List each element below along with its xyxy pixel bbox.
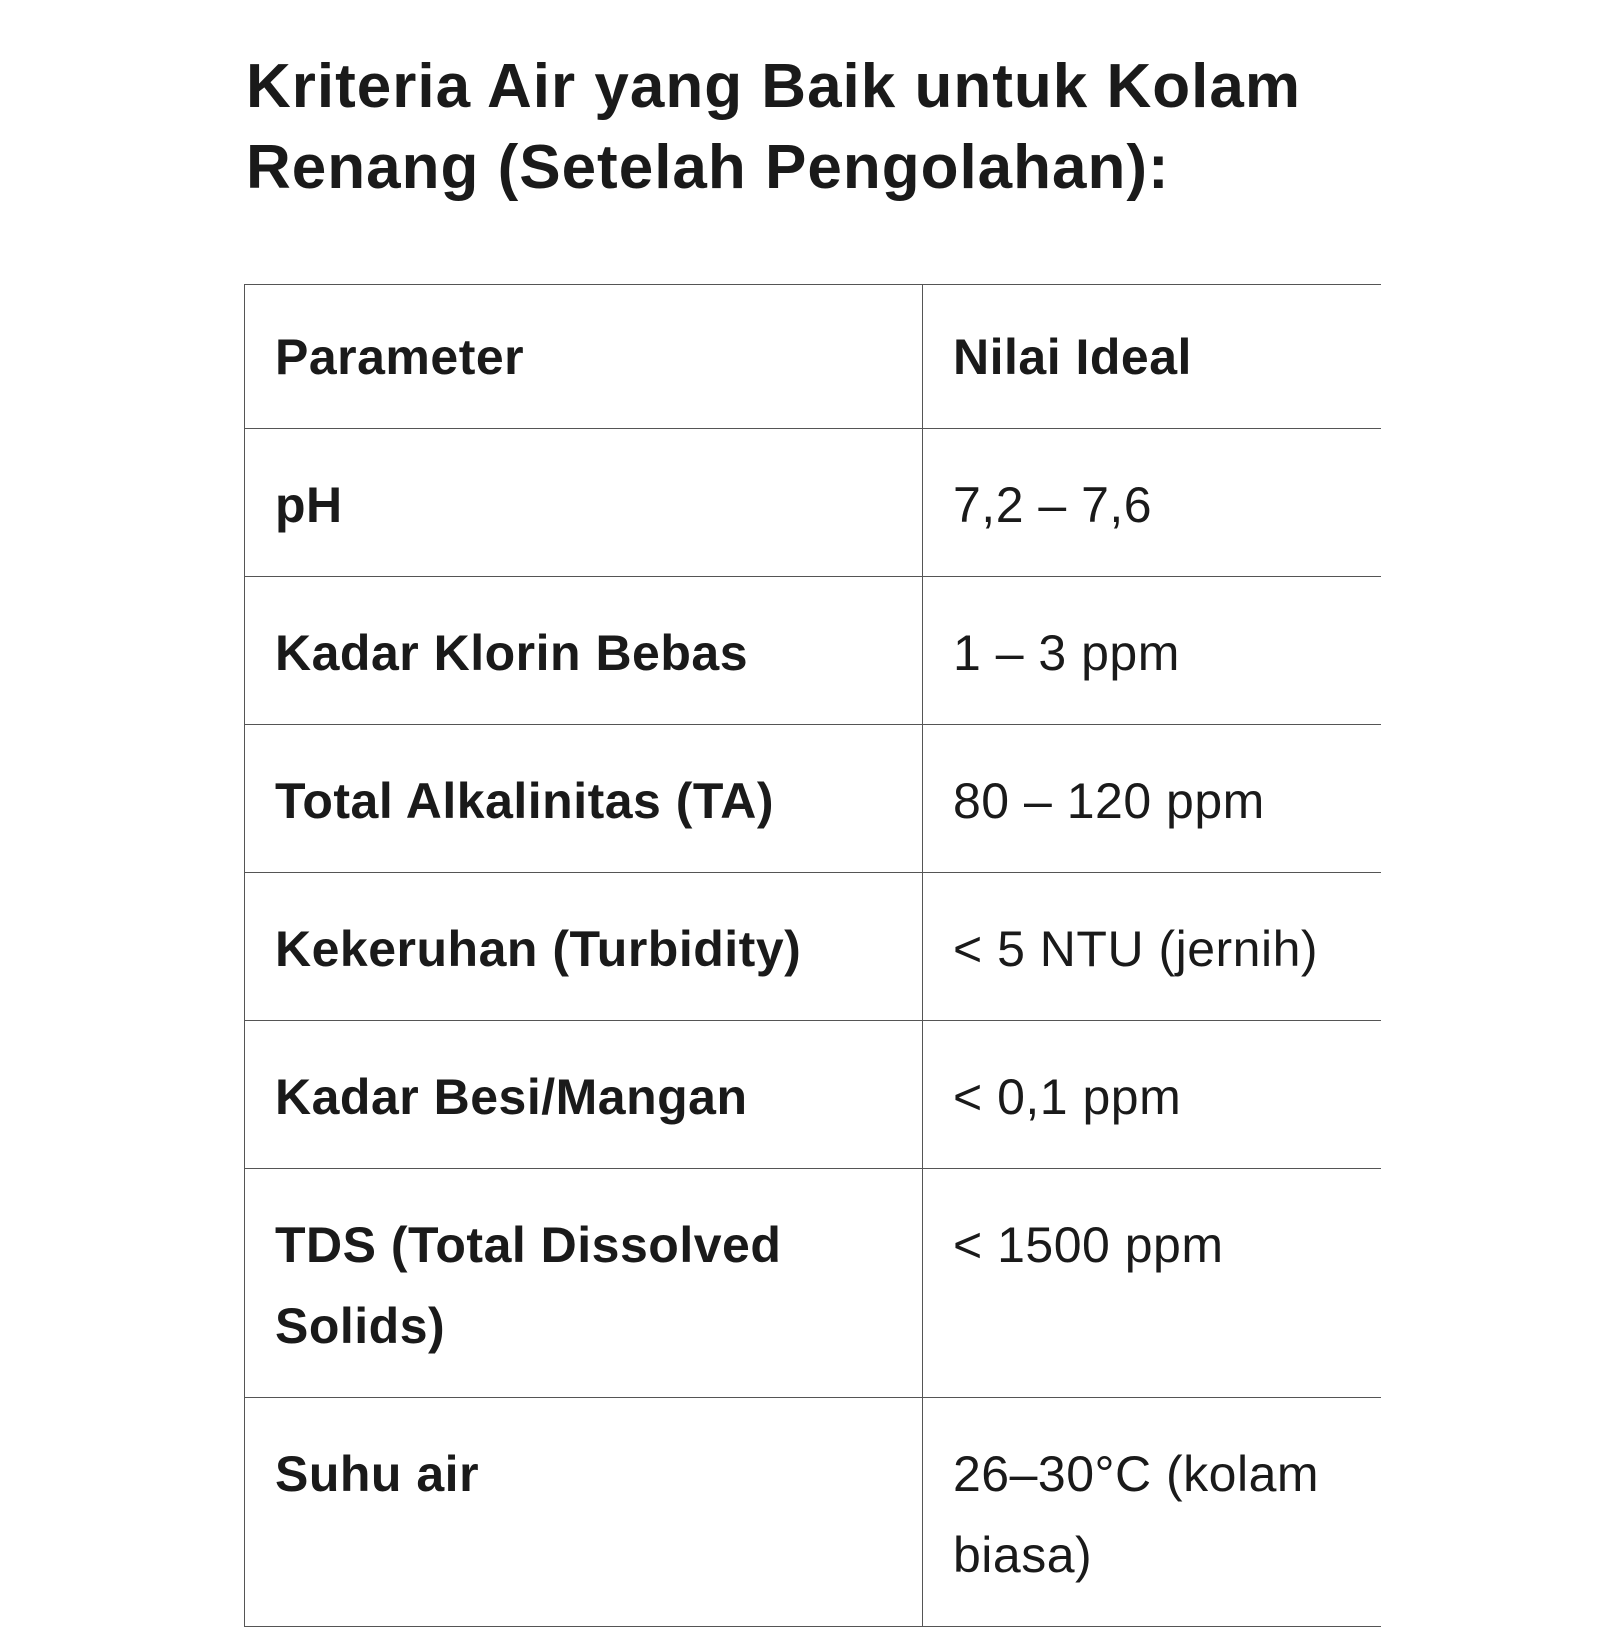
row-value: 1 – 3 ppm — [923, 577, 1381, 725]
row-parameter: TDS (Total Dissolved Solids) — [245, 1169, 923, 1398]
header-parameter: Parameter — [245, 285, 923, 429]
criteria-table — [244, 284, 1381, 1627]
page-title: Kriteria Air yang Baik untuk Kolam Renang (Setelah Pengolahan): — [246, 52, 1301, 202]
row-parameter: Kekeruhan (Turbidity) — [245, 873, 923, 1021]
row-parameter: Kadar Besi/Mangan — [245, 1021, 923, 1169]
table-row — [245, 1398, 1381, 1627]
row-value: 80 – 120 ppm — [923, 725, 1381, 873]
table-row — [245, 1169, 1381, 1398]
table-row — [245, 1021, 1381, 1169]
row-value: 26–30°C (kolam biasa) — [923, 1398, 1381, 1627]
row-parameter: Suhu air — [245, 1398, 923, 1627]
table-row — [245, 873, 1381, 1021]
header-value: Nilai Ideal — [923, 285, 1381, 429]
table-row — [245, 577, 1381, 725]
table-header-row — [245, 285, 1381, 429]
table-row — [245, 429, 1381, 577]
row-parameter: Total Alkalinitas (TA) — [245, 725, 923, 873]
table-row — [245, 725, 1381, 873]
row-parameter: pH — [245, 429, 923, 577]
row-value: < 5 NTU (jernih) — [923, 873, 1381, 1021]
row-value: < 0,1 ppm — [923, 1021, 1381, 1169]
row-value: 7,2 – 7,6 — [923, 429, 1381, 577]
row-value: < 1500 ppm — [923, 1169, 1381, 1398]
row-parameter: Kadar Klorin Bebas — [245, 577, 923, 725]
